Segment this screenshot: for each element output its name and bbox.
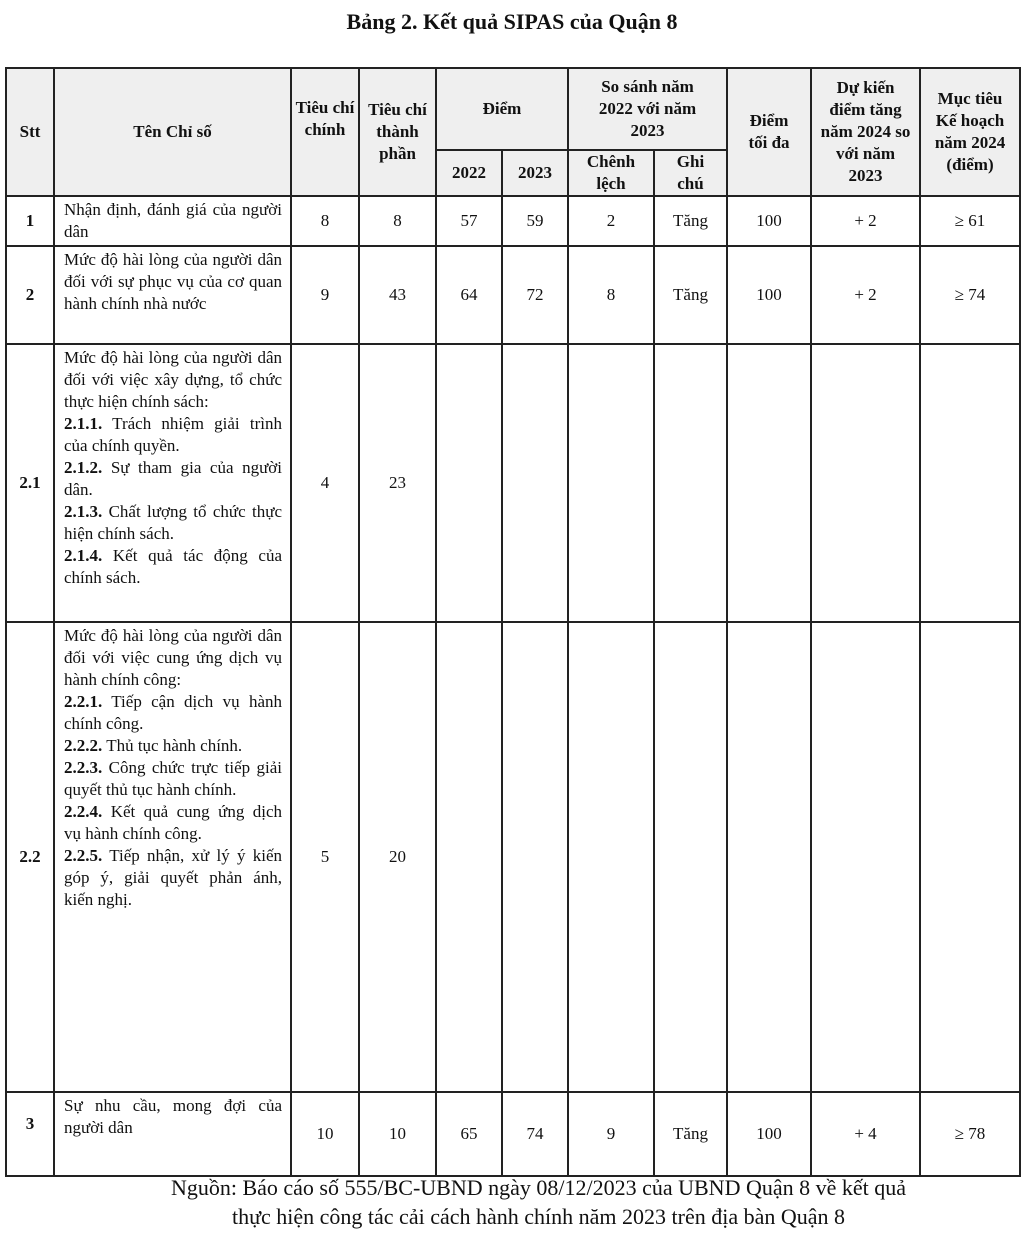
cell-diem-2023: 59 — [502, 196, 568, 246]
sub-item-code: 2.2.1. — [64, 692, 103, 711]
sub-item-text: Trách nhiệm giải trình của chính quyền. — [64, 414, 282, 455]
header-muc-tieu: Mục tiêu Kế hoạch năm 2024 (điểm) — [920, 68, 1020, 196]
cell-muc-tieu: ≥ 61 — [920, 196, 1020, 246]
cell-muc-tieu: ≥ 74 — [920, 246, 1020, 344]
table-title: Bảng 2. Kết quả SIPAS của Quận 8 — [346, 9, 678, 34]
cell-du-kien — [811, 622, 920, 1092]
sub-item-code: 2.1.4. — [64, 546, 103, 565]
cell-tieu-chi-chinh: 9 — [291, 246, 359, 344]
table-row — [6, 344, 1020, 622]
cell-tieu-chi-chinh: 8 — [291, 196, 359, 246]
sub-item — [64, 691, 282, 735]
cell-chenh-lech — [568, 622, 654, 1092]
cell-ghi-chu: Tăng — [654, 246, 727, 344]
cell-tieu-chi-chinh: 10 — [291, 1092, 359, 1176]
sub-item-code: 2.1.2. — [64, 458, 103, 477]
cell-tieu-chi-thanh-phan: 23 — [359, 344, 436, 622]
header-tieu-chi-chinh: Tiêu chí chính — [291, 68, 359, 196]
sub-item — [64, 501, 282, 545]
cell-tieu-chi-chinh: 5 — [291, 622, 359, 1092]
cell-diem-2022: 65 — [436, 1092, 502, 1176]
sub-item-text: Tiếp nhận, xử lý ý kiến góp ý, giải quyết phản ánh, kiến nghị. — [64, 846, 282, 909]
table-row — [6, 196, 1020, 246]
row-name-with-subitems — [54, 622, 291, 1092]
cell-ghi-chu — [654, 622, 727, 1092]
row-name-with-subitems — [54, 344, 291, 622]
sub-item-code: 2.1.3. — [64, 502, 103, 521]
cell-du-kien: + 2 — [811, 246, 920, 344]
sub-item-code: 2.2.5. — [64, 846, 103, 865]
row-stt: 2 — [6, 246, 54, 344]
header-stt: Stt — [6, 68, 54, 196]
cell-ghi-chu: Tăng — [654, 196, 727, 246]
cell-chenh-lech: 9 — [568, 1092, 654, 1176]
cell-tieu-chi-chinh: 4 — [291, 344, 359, 622]
sipas-results-table — [5, 67, 1021, 1177]
sub-item — [64, 757, 282, 801]
header-ghi-chu: Ghi chú — [654, 150, 727, 196]
cell-diem-toi-da: 100 — [727, 1092, 811, 1176]
sub-item-text: Tiếp cận dịch vụ hành chính công. — [64, 692, 282, 733]
table-row — [6, 246, 1020, 344]
sub-item-code: 2.2.3. — [64, 758, 103, 777]
cell-diem-2023 — [502, 622, 568, 1092]
header-year-2023: 2023 — [502, 150, 568, 196]
row-name: Mức độ hài lòng của người dân đối với việc cung ứng dịch vụ hành chính công: — [64, 626, 282, 689]
header-year-2022: 2022 — [436, 150, 502, 196]
cell-muc-tieu — [920, 344, 1020, 622]
row-name: Nhận định, đánh giá của người dân — [54, 196, 291, 246]
source-line-2: thực hiện công tác cải cách hành chính năm 2023 trên địa bàn Quận 8 — [231, 1204, 846, 1229]
row-stt: 2.1 — [6, 344, 54, 622]
cell-ghi-chu: Tăng — [654, 1092, 727, 1176]
cell-chenh-lech: 8 — [568, 246, 654, 344]
sub-item — [64, 457, 282, 501]
sub-item-text: Thủ tục hành chính. — [106, 736, 243, 755]
sub-item — [64, 801, 282, 845]
cell-chenh-lech: 2 — [568, 196, 654, 246]
table-row — [6, 1092, 1020, 1176]
row-stt: 2.2 — [6, 622, 54, 1092]
cell-du-kien: + 4 — [811, 1092, 920, 1176]
cell-diem-2022: 57 — [436, 196, 502, 246]
cell-diem-2022: 64 — [436, 246, 502, 344]
header-ten-chi-so: Tên Chỉ số — [54, 68, 291, 196]
table-row — [6, 622, 1020, 1092]
sub-item-text: Chất lượng tổ chức thực hiện chính sách. — [64, 502, 283, 543]
cell-diem-toi-da: 100 — [727, 246, 811, 344]
sub-item-code: 2.2.4. — [64, 802, 103, 821]
sub-item-code: 2.2.2. — [64, 736, 103, 755]
row-stt: 3 — [6, 1092, 54, 1176]
header-diem: Điểm — [436, 68, 568, 150]
row-name: Sự nhu cầu, mong đợi của người dân — [54, 1092, 291, 1176]
cell-tieu-chi-thanh-phan: 8 — [359, 196, 436, 246]
cell-du-kien — [811, 344, 920, 622]
cell-muc-tieu: ≥ 78 — [920, 1092, 1020, 1176]
cell-diem-2022 — [436, 344, 502, 622]
header-du-kien: Dự kiến điểm tăng năm 2024 so với năm 2023 — [811, 68, 920, 196]
cell-muc-tieu — [920, 622, 1020, 1092]
sub-item-code: 2.1.1. — [64, 414, 103, 433]
source-note — [0, 1173, 1024, 1231]
sub-item — [64, 413, 282, 457]
cell-diem-toi-da — [727, 622, 811, 1092]
cell-diem-2023: 74 — [502, 1092, 568, 1176]
header-diem-toi-da: Điểm tối đa — [727, 68, 811, 196]
header-tieu-chi-thanh-phan: Tiêu chí thành phần — [359, 68, 436, 196]
cell-diem-toi-da — [727, 344, 811, 622]
cell-tieu-chi-thanh-phan: 10 — [359, 1092, 436, 1176]
sub-item-text: Công chức trực tiếp giải quyết thủ tục hành chính. — [64, 758, 283, 799]
sub-item — [64, 845, 282, 911]
row-stt: 1 — [6, 196, 54, 246]
cell-ghi-chu — [654, 344, 727, 622]
cell-chenh-lech — [568, 344, 654, 622]
sub-item-text: Kết quả cung ứng dịch vụ hành chính công. — [64, 802, 283, 843]
cell-diem-2023 — [502, 344, 568, 622]
cell-tieu-chi-thanh-phan: 20 — [359, 622, 436, 1092]
cell-du-kien: + 2 — [811, 196, 920, 246]
source-line-1: Nguồn: Báo cáo số 555/BC-UBND ngày 08/12/2023 của UBND Quận 8 về kết quả — [170, 1175, 907, 1200]
sub-item-text: Kết quả tác động của chính sách. — [64, 546, 283, 587]
sub-item — [64, 735, 282, 757]
sub-item-text: Sự tham gia của người dân. — [64, 458, 282, 499]
header-so-sanh: So sánh năm 2022 với năm 2023 — [568, 68, 727, 150]
sub-item — [64, 545, 282, 589]
cell-diem-2022 — [436, 622, 502, 1092]
header-chenh-lech: Chênh lệch — [568, 150, 654, 196]
row-name: Mức độ hài lòng của người dân đối với việc xây dựng, tổ chức thực hiện chính sách: — [64, 348, 282, 411]
row-name: Mức độ hài lòng của người dân đối với sự phục vụ của cơ quan hành chính nhà nước — [54, 246, 291, 344]
cell-diem-2023: 72 — [502, 246, 568, 344]
cell-diem-toi-da: 100 — [727, 196, 811, 246]
cell-tieu-chi-thanh-phan: 43 — [359, 246, 436, 344]
